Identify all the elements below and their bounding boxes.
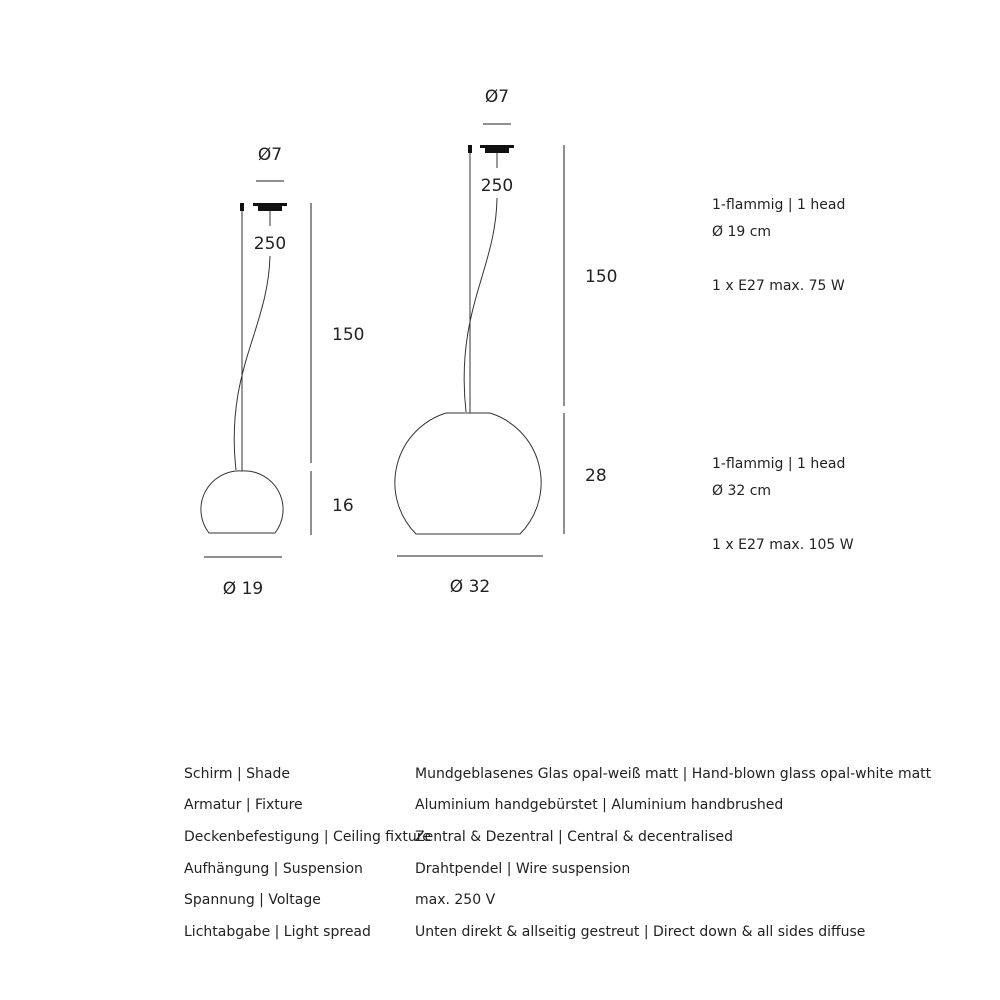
small-shade-diameter-label: Ø 19	[222, 579, 264, 599]
large-canopy-size-label: 250	[480, 176, 514, 196]
spec-value: max. 250 V	[415, 892, 496, 909]
spec-label: Deckenbefestigung | Ceiling fixture	[184, 828, 431, 845]
spec-row-ceiling-fixture	[184, 821, 944, 853]
large-suspension-length-label: 150	[585, 267, 618, 287]
small-lamp-drawing	[201, 145, 365, 599]
small-canopy	[258, 206, 282, 211]
spec-label: Schirm | Shade	[184, 765, 290, 782]
spec-value: Zentral & Dezentral | Central & decentralised	[415, 828, 734, 845]
small-canopy-top	[253, 203, 287, 206]
spec-value: Drahtpendel | Wire suspension	[415, 860, 631, 877]
large-glass-shade	[395, 413, 541, 534]
variant-info-large	[712, 451, 854, 559]
small-suspension-length-label: 150	[332, 325, 365, 345]
variant-info-small	[712, 192, 845, 300]
large-shade-diameter-label: Ø 32	[449, 577, 491, 597]
small-shade-height-label: 16	[332, 496, 354, 516]
large-cable-anchor	[468, 145, 472, 153]
large-canopy-top	[480, 145, 514, 148]
small-canopy-size-label: 250	[253, 234, 287, 254]
spec-row-suspension	[184, 853, 944, 885]
spec-label: Lichtabgabe | Light spread	[184, 923, 371, 940]
large-shade-height-label: 28	[585, 466, 607, 486]
spec-value: Mundgeblasenes Glas opal-weiß matt | Hand-blown glass opal-white matt	[415, 765, 932, 782]
spec-value: Aluminium handgebürstet | Aluminium handbrushed	[415, 797, 784, 814]
small-glass-shade	[201, 471, 283, 533]
variant-diameter: Ø 19 cm	[712, 224, 772, 240]
variant-bulb: 1 x E27 max. 75 W	[712, 278, 845, 294]
spec-row-voltage	[184, 884, 944, 916]
spec-value: Unten direkt & allseitig gestreut | Direct down & all sides diffuse	[415, 923, 866, 940]
spec-row-light-spread	[184, 916, 944, 948]
variant-heads: 1-flammig | 1 head	[712, 456, 846, 472]
spec-label: Armatur | Fixture	[184, 797, 303, 814]
spec-label: Aufhängung | Suspension	[184, 860, 363, 877]
large-canopy	[485, 148, 509, 153]
variant-bulb: 1 x E27 max. 105 W	[712, 537, 854, 553]
small-cable-anchor	[240, 203, 244, 211]
spec-row-fixture	[184, 790, 944, 822]
spec-label: Spannung | Voltage	[184, 892, 321, 909]
spec-row-shade	[184, 758, 944, 790]
variant-diameter: Ø 32 cm	[712, 483, 772, 499]
small-cable-diameter-label: Ø7	[257, 145, 283, 165]
large-cable-diameter-label: Ø7	[484, 87, 510, 107]
variant-heads: 1-flammig | 1 head	[712, 197, 846, 213]
specifications-table	[184, 758, 944, 948]
large-lamp-drawing	[395, 87, 618, 597]
